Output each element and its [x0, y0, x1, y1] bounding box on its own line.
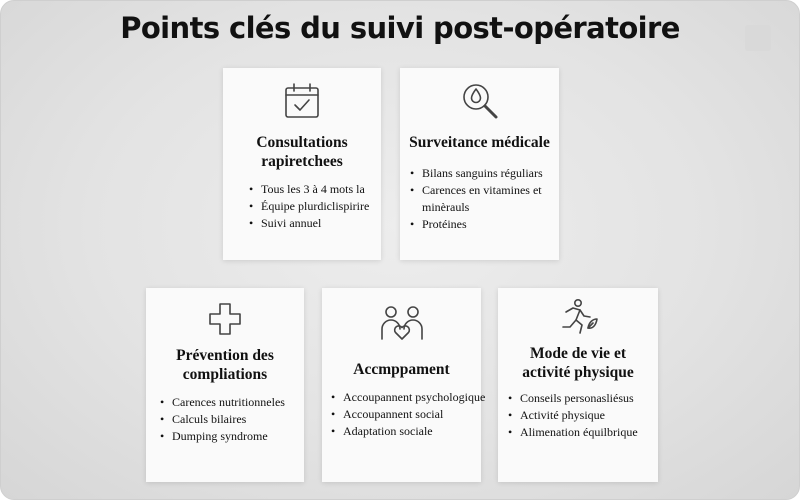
- list-item: • Alimenation équilbrique: [508, 424, 638, 441]
- card-prevention: [146, 288, 304, 482]
- page-title: Points clés du suivi post-opératoire: [120, 11, 680, 45]
- list-item: • Suivi annuel: [249, 215, 369, 232]
- card-prevention-title: Prévention des compliations: [176, 347, 274, 383]
- list-item: • Conseils personasliésus: [508, 390, 638, 407]
- card-surveillance-list: [410, 165, 550, 233]
- card-surveillance-title: Surveitance médicale: [409, 134, 550, 151]
- card-prevention-list: [160, 394, 285, 445]
- card-surveillance: [400, 68, 559, 260]
- list-item: • Activité physique: [508, 407, 638, 424]
- card-consultations: [223, 68, 381, 260]
- list-item: • Équipe plurdiclispirire: [249, 198, 369, 215]
- list-item: • Carences nutritionneles: [160, 394, 285, 411]
- list-item: • Protéines: [410, 216, 550, 233]
- list-item: • Accoupannent social: [331, 406, 485, 423]
- people-heart-icon: [379, 303, 425, 343]
- list-item: • Bilans sanguins réguliars: [410, 165, 550, 182]
- card-accompagnement-list: [331, 389, 485, 440]
- card-consultations-list: [249, 181, 369, 232]
- runner-leaf-icon: [558, 298, 598, 336]
- card-mode-de-vie: [498, 288, 658, 482]
- list-item: • Calculs bilaires: [160, 411, 285, 428]
- card-accompagnement-title: Accmppament: [353, 361, 450, 378]
- card-consultations-title: Consultations rapiretchees: [256, 134, 348, 170]
- card-mode-de-vie-title: Mode de vie et activité physique: [522, 345, 634, 381]
- list-item: • Dumping syndrome: [160, 428, 285, 445]
- list-item: • Adaptation sociale: [331, 423, 485, 440]
- list-item: • Carences en vitamines et minèrauls: [410, 182, 550, 216]
- magnifier-drop-icon: [460, 81, 500, 121]
- calendar-check-icon: [283, 82, 321, 120]
- medical-cross-icon: [208, 302, 242, 336]
- card-accompagnement: [322, 288, 486, 482]
- card-mode-de-vie-list: [508, 390, 638, 441]
- list-item: • Tous les 3 à 4 mots la: [249, 181, 369, 198]
- list-item: • Accoupannent psychologique: [331, 389, 485, 406]
